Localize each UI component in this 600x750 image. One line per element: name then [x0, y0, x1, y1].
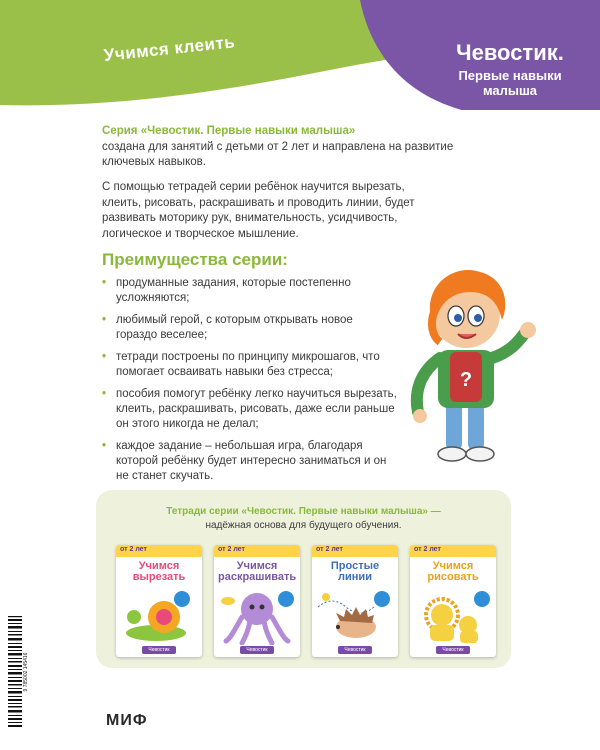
series-title: Чевостик. [456, 40, 564, 65]
list-item: • каждое задание – небольшая игра, благодаря которой ребёнку будет интересно заниматься и он не станет скучать. [102, 439, 397, 484]
book-cover-coloring [214, 545, 300, 657]
intro-rest: создана для занятий с детьми от 2 лет и направлена на развитие ключевых навыков. [102, 140, 454, 168]
advantages-heading: Преимущества серии: [102, 250, 288, 269]
cover-brand: Чевостик [338, 646, 372, 654]
advantages-list [102, 276, 397, 491]
snail-illustration [116, 587, 202, 645]
barcode-number: 9 785002 145416 [23, 652, 29, 692]
book-title: Учимся клеить [102, 32, 237, 65]
intro-paragraph [102, 124, 462, 171]
book-cover-cut [116, 545, 202, 657]
cover-age: от 2 лет [414, 546, 441, 553]
publisher-logo: МИФ [106, 712, 148, 729]
cover-age: от 2 лет [218, 546, 245, 553]
cover-brand: Чевостик [142, 646, 176, 654]
hedgehog-illustration [312, 587, 398, 645]
list-item: • тетради построены по принципу микрошагов, что помогает осваивать навыки без стресса; [102, 350, 397, 380]
list-item: • продуманные задания, которые постепенно усложняются; [102, 276, 397, 306]
panel-caption [96, 505, 511, 533]
cover-title: Учимся вырезать [132, 560, 186, 583]
cover-age: от 2 лет [120, 546, 147, 553]
list-item: • любимый герой, с которым открывать новое гораздо веселее; [102, 313, 397, 343]
cover-title: Простые линии [330, 560, 380, 583]
chevostik-character-illustration [400, 262, 540, 472]
intro-lead: Серия «Чевостик. Первые навыки малыша» [102, 125, 356, 137]
lion-cubs-illustration [410, 587, 496, 645]
book-cover-drawing [410, 545, 496, 657]
book-cover-lines [312, 545, 398, 657]
cover-age: от 2 лет [316, 546, 343, 553]
series-subtitle: Первые навыки малыша [458, 68, 562, 98]
svg-text:?: ? [459, 369, 473, 391]
panel-caption-lead: Тетради серии «Чевостик. Первые навыки малыша» — [166, 506, 441, 517]
cover-brand: Чевостик [240, 646, 274, 654]
intro-second-paragraph: С помощью тетрадей серии ребёнок научится вырезать, клеить, рисовать, раскрашивать и проводить линии, будет развивать моторику рук, внимательность, усидчивость, логическое и творческое мышление. [102, 181, 415, 240]
octopus-illustration [214, 587, 300, 645]
panel-caption-rest: надёжная основа для будущего обучения. [205, 520, 402, 531]
isbn-barcode [6, 612, 30, 732]
list-item: • пособия помогут ребёнку легко научиться вырезать, клеить, раскрашивать, рисовать, даже если раньше он этого никогда не делал; [102, 387, 397, 432]
cover-brand: Чевостик [436, 646, 470, 654]
cover-title: Учимся рисовать [427, 560, 479, 583]
cover-title: Учимся раскрашивать [218, 560, 297, 583]
